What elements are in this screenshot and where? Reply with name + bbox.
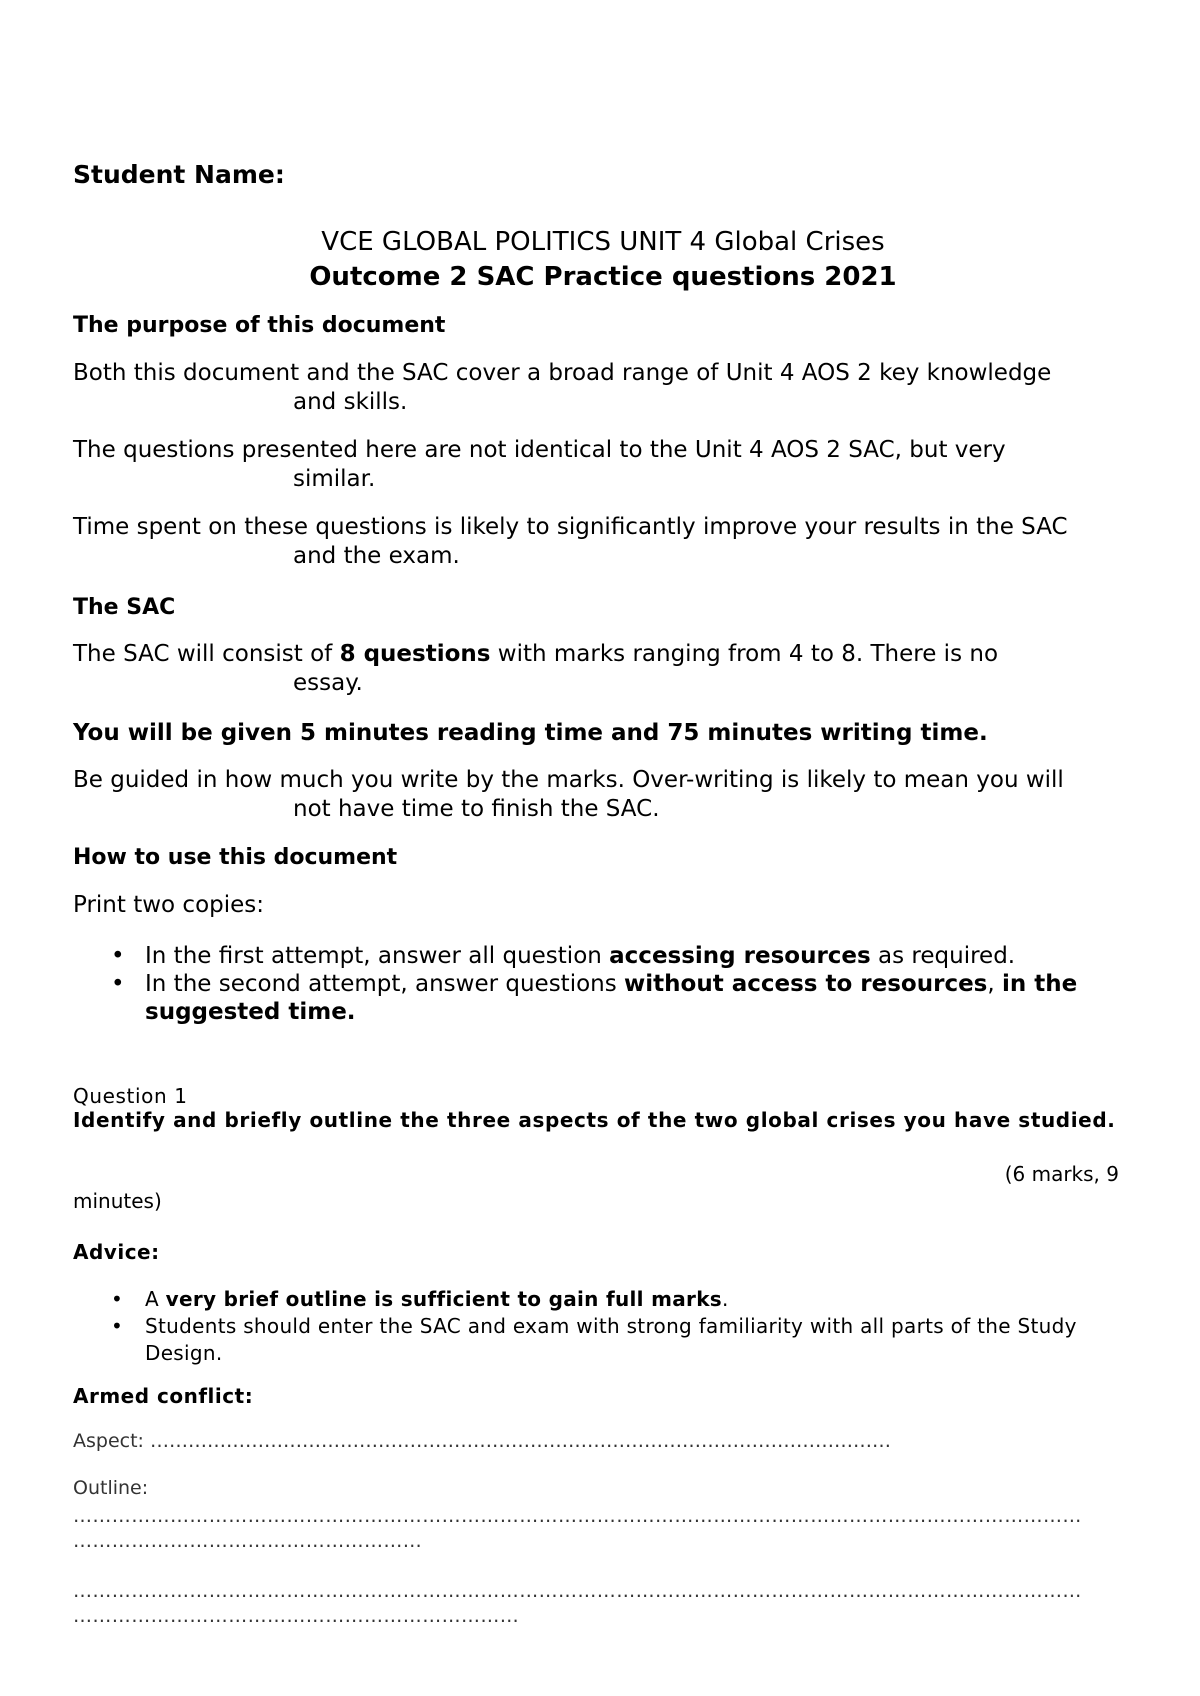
- question-1-text: Identify and briefly outline the three aspects of the two global crises you have studied.: [73, 1108, 1116, 1132]
- bullet1-bold: accessing resources: [609, 943, 871, 969]
- purpose-paragraph-3: [73, 513, 1143, 571]
- bullet2-bold-2: in the suggested time.: [145, 971, 1078, 1025]
- answer-line[interactable]: ……………………………………………………………: [73, 1605, 520, 1627]
- advice-list: [73, 1286, 1133, 1367]
- document-title: [73, 225, 1133, 295]
- advice-heading: Advice:: [73, 1240, 160, 1264]
- purpose-p2-line1: The questions presented here are not identical to the Unit 4 AOS 2 SAC, but very: [73, 437, 1006, 463]
- answer-line[interactable]: …………………………………………………………………………………………………………………………………………: [73, 1580, 1082, 1602]
- title-line-1: VCE GLOBAL POLITICS UNIT 4 Global Crises: [321, 227, 885, 257]
- sac-p1-pre: The SAC will consist of: [73, 641, 340, 667]
- bullet-icon: •: [111, 1287, 124, 1311]
- aspect-label: Aspect:: [73, 1430, 150, 1452]
- bullet-icon: •: [111, 943, 125, 969]
- aspect-answer-line[interactable]: [73, 1430, 891, 1452]
- list-item: [73, 970, 1143, 1026]
- how-to-bullets: [73, 942, 1143, 1026]
- sac-p3-line1: Be guided in how much you write by the marks. Over-writing is likely to mean you will: [73, 767, 1064, 793]
- bullet2-text: In the second attempt, answer questions: [145, 971, 625, 997]
- answer-line[interactable]: ………………………………………………: [73, 1530, 423, 1552]
- sac-p1-bold: 8 questions: [339, 641, 491, 667]
- sac-paragraph-3: [73, 766, 1143, 824]
- armed-conflict-heading: Armed conflict:: [73, 1384, 254, 1408]
- bullet2-bold: without access to resources: [624, 971, 988, 997]
- bullet1-post: as required.: [870, 943, 1016, 969]
- answer-line[interactable]: …………………………………………………………………………………………………………………………………………: [73, 1505, 1082, 1527]
- purpose-p2-line2: similar.: [293, 466, 376, 492]
- bullet2-post: ,: [987, 971, 1002, 997]
- title-line-2: Outcome 2 SAC Practice questions 2021: [309, 262, 897, 292]
- purpose-p1-line1: Both this document and the SAC cover a broad range of Unit 4 AOS 2 key knowledge: [73, 360, 1052, 386]
- question-1-minutes: minutes): [73, 1189, 162, 1213]
- bullet-icon: •: [111, 971, 125, 997]
- sac-p3-line2: not have time to finish the SAC.: [293, 796, 660, 822]
- advice1-bold: very brief outline is sufficient to gain full marks: [165, 1287, 722, 1311]
- list-item: [73, 1286, 1133, 1313]
- list-item: [73, 1313, 1133, 1367]
- purpose-heading: The purpose of this document: [73, 313, 446, 338]
- advice1-pre: A: [145, 1287, 166, 1311]
- bullet-icon: •: [111, 1314, 124, 1338]
- purpose-p3-line1: Time spent on these questions is likely to significantly improve your results in the SAC: [73, 514, 1068, 540]
- sac-p1-line2: essay.: [293, 670, 363, 696]
- advice1-post: .: [722, 1287, 729, 1311]
- aspect-dots: ………………………………………………………………………………………………………: [149, 1430, 891, 1452]
- sac-p1-post: with marks ranging from 4 to 8. There is no: [490, 641, 999, 667]
- question-1-marks: (6 marks, 9: [1004, 1162, 1119, 1186]
- purpose-paragraph-1: [73, 359, 1143, 417]
- how-to-heading: How to use this document: [73, 845, 398, 870]
- purpose-paragraph-2: [73, 436, 1143, 494]
- how-to-intro: Print two copies:: [73, 892, 265, 918]
- outline-label: Outline:: [73, 1477, 149, 1499]
- list-item: [73, 942, 1143, 970]
- student-name-label: Student Name:: [73, 160, 285, 189]
- sac-heading: The SAC: [73, 595, 176, 620]
- sac-paragraph-1: [73, 640, 1143, 698]
- question-1-label: Question 1: [73, 1084, 188, 1108]
- purpose-p1-line2: and skills.: [293, 389, 408, 415]
- purpose-p3-line2: and the exam.: [293, 543, 460, 569]
- bullet1-text: In the first attempt, answer all question: [145, 943, 610, 969]
- sac-timing: You will be given 5 minutes reading time and 75 minutes writing time.: [73, 720, 988, 746]
- advice2-text: Students should enter the SAC and exam with strong familiarity with all parts of the Study Design.: [145, 1314, 1077, 1365]
